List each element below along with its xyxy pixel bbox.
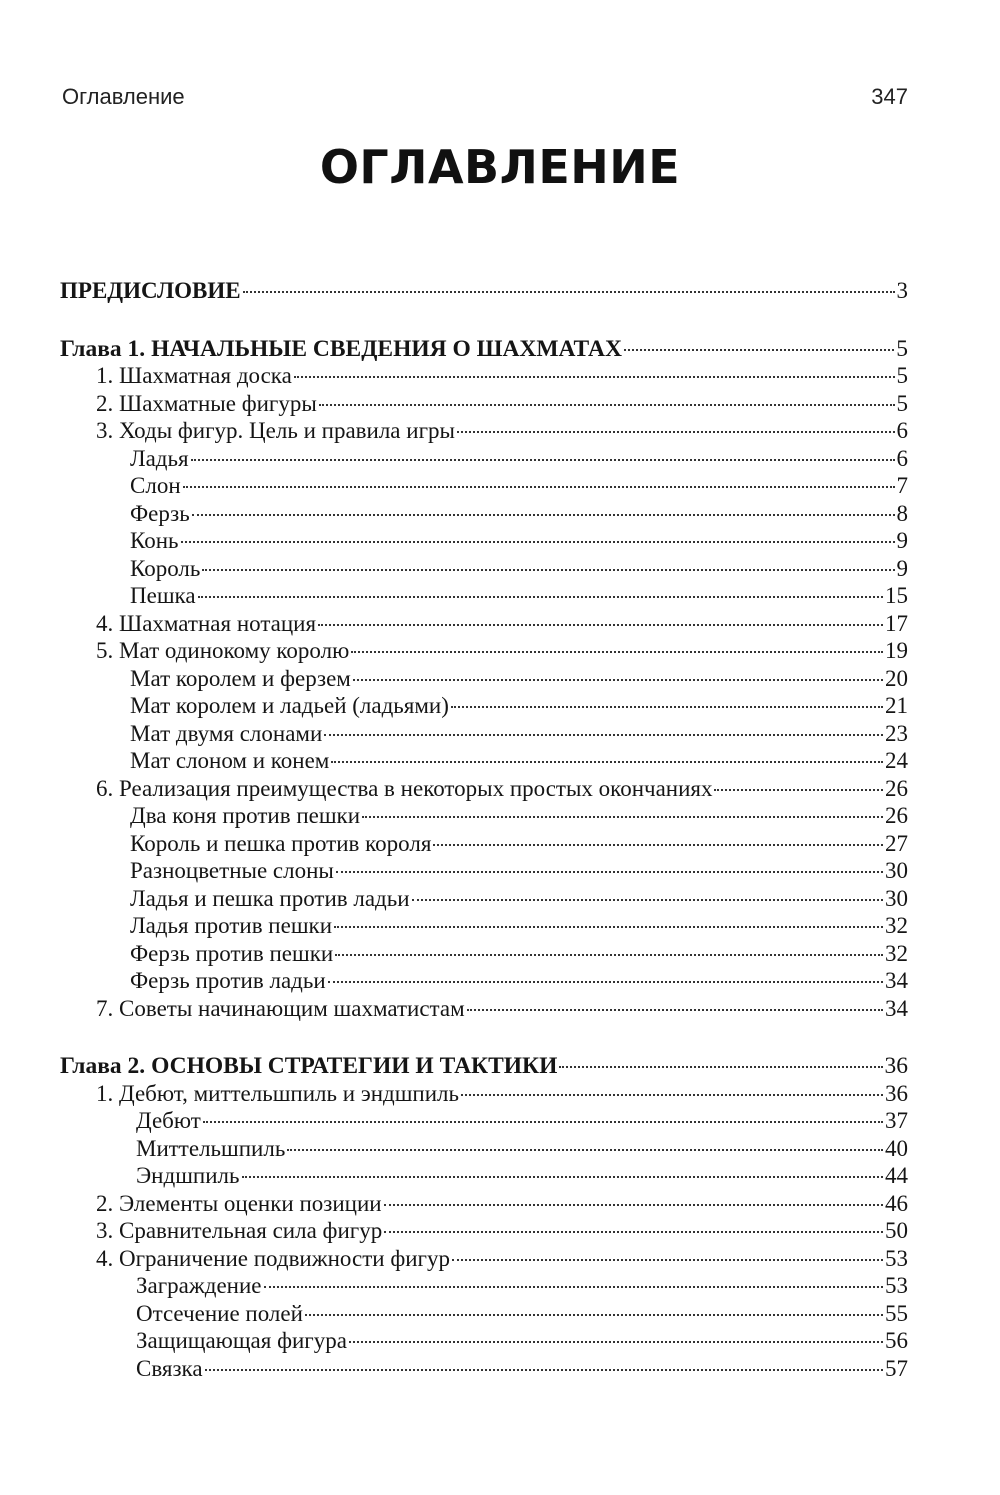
dot-leader bbox=[335, 954, 883, 956]
toc-subentry[interactable] bbox=[60, 693, 908, 721]
running-head bbox=[62, 80, 908, 114]
toc-entry-page: 23 bbox=[885, 720, 908, 746]
toc-entry-text: Король bbox=[130, 555, 201, 581]
toc-entry-text: 1. Дебют, миттельшпиль и эндшпиль bbox=[96, 1080, 460, 1106]
toc-subentry[interactable] bbox=[60, 886, 908, 914]
dot-leader bbox=[559, 1066, 882, 1068]
toc-entry-page: 40 bbox=[885, 1135, 908, 1161]
toc-entry-page: 44 bbox=[885, 1163, 908, 1188]
toc-subentry[interactable] bbox=[60, 528, 908, 556]
toc-entry-text: Ферзь против ладьи bbox=[130, 968, 326, 993]
toc-subentry[interactable] bbox=[60, 803, 908, 831]
toc-entry-page: 6 bbox=[896, 445, 908, 471]
dot-leader bbox=[412, 899, 883, 901]
toc-entry-page: 37 bbox=[885, 1108, 908, 1133]
toc-subentry[interactable] bbox=[60, 968, 908, 996]
toc-subentry[interactable] bbox=[60, 1136, 908, 1164]
toc-entry-page: 53 bbox=[885, 1273, 908, 1298]
toc-subentry[interactable] bbox=[60, 1356, 908, 1384]
toc-entry-page: 26 bbox=[885, 803, 908, 828]
dot-leader bbox=[353, 679, 883, 681]
toc-entry-text: 4. Шахматная нотация bbox=[96, 610, 317, 636]
toc-entry-page: 20 bbox=[885, 665, 908, 691]
toc-entry-text: Связка bbox=[136, 1355, 203, 1381]
toc-entry[interactable] bbox=[60, 996, 908, 1024]
dot-leader bbox=[384, 1204, 883, 1206]
toc-entry[interactable] bbox=[60, 391, 908, 419]
toc-entry-page: 24 bbox=[885, 748, 908, 773]
dot-leader bbox=[467, 1009, 883, 1011]
toc-chapter-title bbox=[60, 336, 622, 363]
toc-subentry[interactable] bbox=[60, 748, 908, 776]
toc-subentry[interactable] bbox=[60, 1273, 908, 1301]
toc-entry-page: 7 bbox=[896, 473, 908, 498]
toc-entry[interactable] bbox=[60, 418, 908, 446]
toc-entry-text: Мат двумя слонами bbox=[130, 720, 323, 746]
dot-leader bbox=[461, 1094, 883, 1096]
toc-entry-text: Ладья bbox=[130, 445, 189, 471]
chapter-prefix: Глава 2. bbox=[60, 1053, 146, 1079]
toc-entry[interactable] bbox=[60, 1218, 908, 1246]
toc-entry-page: 15 bbox=[885, 583, 908, 608]
toc-entry[interactable] bbox=[60, 611, 908, 639]
dot-leader bbox=[349, 1341, 883, 1343]
toc-entry-page: 34 bbox=[885, 968, 908, 993]
dot-leader bbox=[336, 871, 883, 873]
toc-entry-text: Мат слоном и конем bbox=[130, 748, 330, 773]
toc-entry-page: 5 bbox=[896, 335, 908, 362]
dot-leader bbox=[242, 1176, 884, 1178]
dot-leader bbox=[452, 1259, 883, 1261]
running-head-section: Оглавление bbox=[62, 84, 185, 109]
toc-entry-page: 27 bbox=[885, 830, 908, 856]
toc-entry-text: 3. Сравнительная сила фигур bbox=[96, 1218, 383, 1243]
toc-entry-page: 26 bbox=[885, 775, 908, 801]
dot-leader bbox=[202, 569, 894, 571]
toc-entry-text: Ладья и пешка против ладьи bbox=[130, 885, 410, 911]
toc-subentry[interactable] bbox=[60, 446, 908, 474]
toc-subentry[interactable] bbox=[60, 501, 908, 529]
toc-subentry[interactable] bbox=[60, 666, 908, 694]
toc-chapter-title bbox=[60, 1053, 557, 1080]
chapter-prefix: Глава 1. bbox=[60, 335, 146, 362]
dot-leader bbox=[181, 541, 895, 543]
dot-leader bbox=[384, 1231, 883, 1233]
toc-entry-page: 9 bbox=[896, 555, 908, 581]
toc-subentry[interactable] bbox=[60, 1108, 908, 1136]
toc-entry-text: Дебют bbox=[136, 1108, 201, 1133]
toc-entry[interactable] bbox=[60, 363, 908, 391]
toc-entry[interactable] bbox=[60, 776, 908, 804]
toc-entry-text: Слон bbox=[130, 473, 181, 498]
toc-entry-preface[interactable] bbox=[60, 278, 908, 306]
toc-entry[interactable] bbox=[60, 638, 908, 666]
toc-entry-page: 3 bbox=[896, 278, 908, 303]
dot-leader bbox=[714, 789, 883, 791]
dot-leader bbox=[318, 624, 883, 626]
toc-entry-page: 36 bbox=[885, 1080, 908, 1106]
toc-entry-page: 5 bbox=[896, 390, 908, 416]
toc-entry-page: 19 bbox=[885, 638, 908, 663]
dot-leader bbox=[203, 1121, 883, 1123]
dot-leader bbox=[294, 376, 895, 378]
toc-entry-page: 30 bbox=[885, 885, 908, 911]
toc-chapter-2[interactable] bbox=[60, 1053, 908, 1081]
toc-entry-text: Мат королем и ферзем bbox=[130, 665, 351, 691]
toc-entry-text: Отсечение полей bbox=[136, 1300, 303, 1326]
toc-entry-text: Конь bbox=[130, 528, 179, 553]
toc-entry[interactable] bbox=[60, 1246, 908, 1274]
toc-entry-text: Мат королем и ладьей (ладьями) bbox=[130, 693, 449, 718]
toc-subentry[interactable] bbox=[60, 913, 908, 941]
chapter-name: ОСНОВЫ СТРАТЕГИИ И ТАКТИКИ bbox=[151, 1053, 558, 1079]
toc-entry-page: 32 bbox=[885, 913, 908, 938]
dot-leader bbox=[191, 459, 895, 461]
toc-entry-page: 5 bbox=[896, 363, 908, 388]
toc-entry-text: 3. Ходы фигур. Цель и правила игры bbox=[96, 418, 455, 443]
chapter-name: НАЧАЛЬНЫЕ СВЕДЕНИЯ О ШАХМАТАХ bbox=[151, 335, 622, 362]
toc-entry-page: 8 bbox=[896, 500, 908, 526]
toc-entry-page: 32 bbox=[885, 940, 908, 966]
toc-entry-page: 46 bbox=[885, 1190, 908, 1216]
toc-subentry[interactable] bbox=[60, 556, 908, 584]
toc-entry-text: Разноцветные слоны bbox=[130, 858, 334, 883]
toc-subentry[interactable] bbox=[60, 583, 908, 611]
toc-entry-text: 1. Шахматная доска bbox=[96, 363, 292, 388]
dot-leader bbox=[305, 1314, 883, 1316]
dot-leader bbox=[362, 816, 883, 818]
toc-subentry[interactable] bbox=[60, 473, 908, 501]
toc-subentry[interactable] bbox=[60, 1163, 908, 1191]
toc-chapter-1[interactable] bbox=[60, 336, 908, 364]
toc-entry-text: Два коня против пешки bbox=[130, 803, 361, 828]
dot-leader bbox=[287, 1149, 883, 1151]
toc-entry-page: 9 bbox=[896, 528, 908, 553]
toc-subentry[interactable] bbox=[60, 831, 908, 859]
toc-entry-text: Король и пешка против короля bbox=[130, 830, 432, 856]
dot-leader bbox=[451, 706, 883, 708]
dot-leader bbox=[243, 291, 895, 293]
toc-entry-page: 21 bbox=[885, 693, 908, 718]
toc-subentry[interactable] bbox=[60, 1301, 908, 1329]
dot-leader bbox=[324, 734, 883, 736]
toc-entry[interactable] bbox=[60, 1081, 908, 1109]
toc-entry-text: 2. Элементы оценки позиции bbox=[96, 1190, 382, 1216]
toc-entry-text: 5. Мат одинокому королю bbox=[96, 638, 350, 663]
dot-leader bbox=[433, 844, 883, 846]
dot-leader bbox=[624, 349, 894, 351]
toc-subentry[interactable] bbox=[60, 1328, 908, 1356]
dot-leader bbox=[192, 514, 895, 516]
toc-subentry[interactable] bbox=[60, 721, 908, 749]
toc-subentry[interactable] bbox=[60, 941, 908, 969]
toc-subentry[interactable] bbox=[60, 858, 908, 886]
dot-leader bbox=[328, 981, 883, 983]
toc-entry-text: Ферзь против пешки bbox=[130, 940, 334, 966]
dot-leader bbox=[457, 431, 895, 433]
toc-entry-page: 53 bbox=[885, 1245, 908, 1271]
toc-entry-text: 6. Реализация преимущества в некоторых простых окончаниях bbox=[96, 775, 713, 801]
dot-leader bbox=[198, 596, 883, 598]
toc-entry-text: Пешка bbox=[130, 583, 196, 608]
toc-entry-page: 34 bbox=[885, 995, 908, 1021]
toc-entry-page: 17 bbox=[885, 610, 908, 636]
page-number: 347 bbox=[871, 84, 908, 109]
dot-leader bbox=[331, 761, 883, 763]
toc-entry-text: Защищающая фигура bbox=[136, 1328, 347, 1353]
dot-leader bbox=[264, 1286, 883, 1288]
toc-entry-text: Ферзь bbox=[130, 500, 190, 526]
toc-entry-text: Миттельшпиль bbox=[136, 1135, 286, 1161]
toc-entry-text: 2. Шахматные фигуры bbox=[96, 390, 317, 416]
toc-entry-page: 36 bbox=[884, 1053, 908, 1079]
page-title: ОГЛАВЛЕНИЕ bbox=[319, 140, 681, 194]
toc-entry-page: 30 bbox=[885, 858, 908, 883]
table-of-contents bbox=[60, 278, 908, 1383]
toc-entry-text: Заграждение bbox=[136, 1273, 262, 1298]
toc-entry-page: 50 bbox=[885, 1218, 908, 1243]
toc-entry-text: 7. Советы начинающим шахматистам bbox=[96, 995, 465, 1021]
toc-entry-page: 57 bbox=[885, 1355, 908, 1381]
toc-entry-page: 6 bbox=[896, 418, 908, 443]
dot-leader bbox=[183, 486, 895, 488]
toc-entry[interactable] bbox=[60, 1191, 908, 1219]
toc-entry-text: Эндшпиль bbox=[136, 1163, 240, 1188]
toc-entry-page: 55 bbox=[885, 1300, 908, 1326]
dot-leader bbox=[351, 651, 883, 653]
toc-entry-text: 4. Ограничение подвижности фигур bbox=[96, 1245, 450, 1271]
toc-entry-text: ПРЕДИСЛОВИЕ bbox=[60, 278, 241, 303]
toc-entry-text: Ладья против пешки bbox=[130, 913, 333, 938]
dot-leader bbox=[334, 926, 883, 928]
toc-entry-page: 56 bbox=[885, 1328, 908, 1353]
dot-leader bbox=[319, 404, 895, 406]
dot-leader bbox=[205, 1369, 883, 1371]
